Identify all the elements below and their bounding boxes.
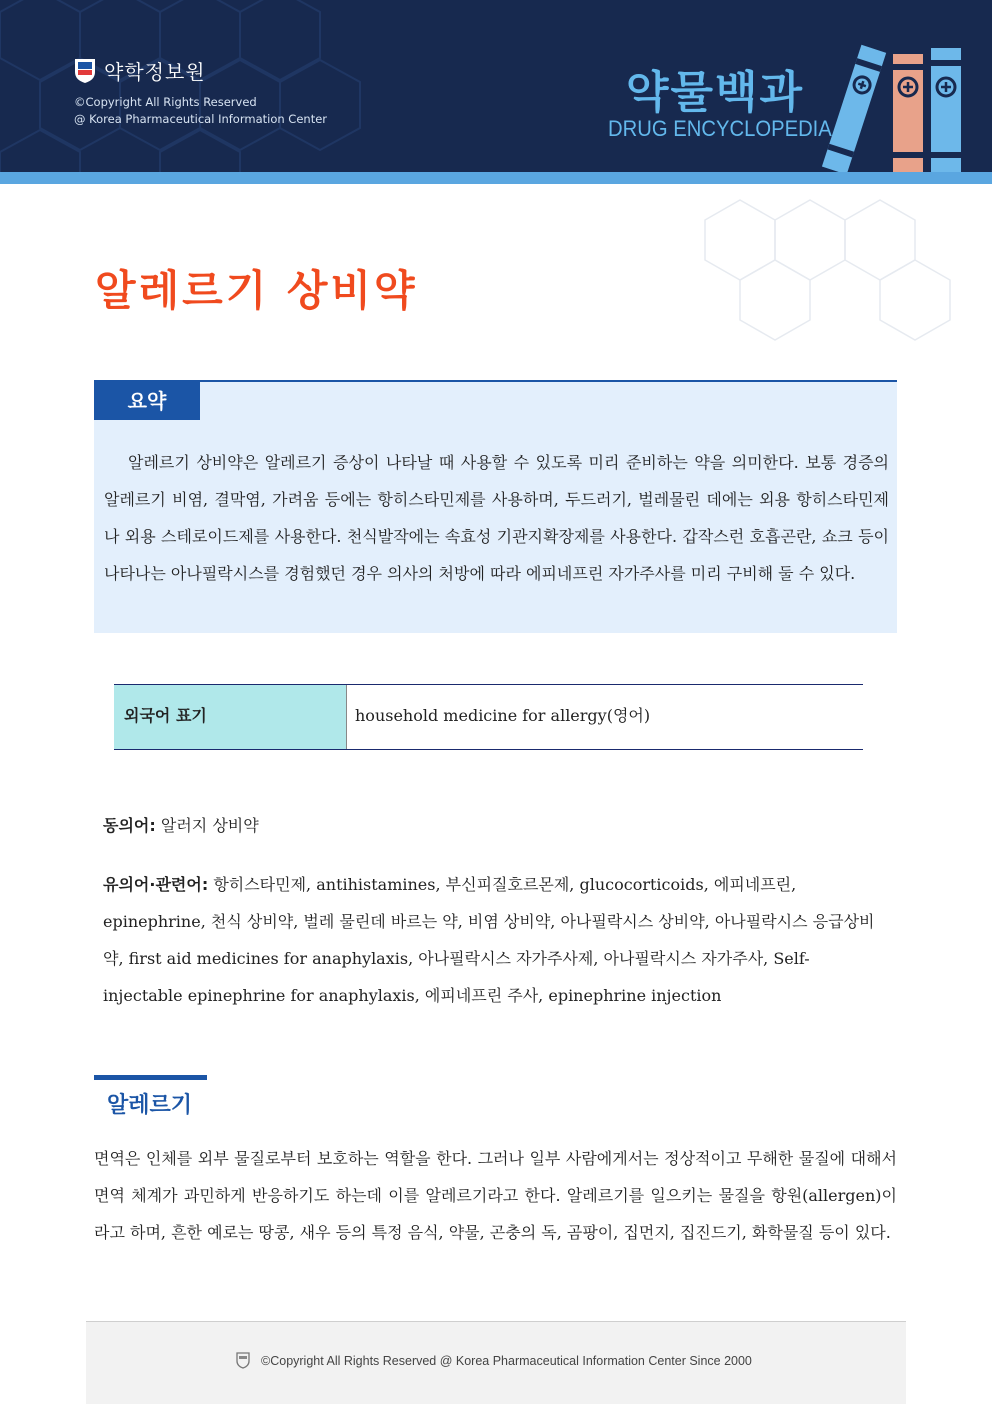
related-terms <box>103 866 888 1014</box>
related-label: 유의어·관련어: <box>103 875 209 894</box>
shield-logo-icon <box>74 58 96 84</box>
summary-label: 요약 <box>94 382 200 420</box>
summary-box <box>94 380 897 633</box>
encyclopedia-title-ko: 약물백과 <box>626 67 805 118</box>
synonym-value: 알러지 상비약 <box>160 816 259 835</box>
synonym-line <box>103 813 259 836</box>
foreign-notation-table <box>114 684 863 750</box>
section-text: 면역은 인체를 외부 물질로부터 보호하는 역할을 한다. 그러나 일부 사람에게서는 정상적이고 무해한 물질에 대해서 면역 체계가 과민하게 반응하기도 하는데 이를 알레르기라고 한다. 알레르기를 일으키는 물질을 항원(allergen)이라고 하며, 흔한 예로는 땅콩, 새우 등의 특정 음식, 약물, 곤충의 독, 곰팡이, 집먼지, 집진드기, 화학물질 등이 있다. <box>94 1149 897 1242</box>
page-title: 알레르기 상비약 <box>95 266 418 315</box>
org-name: 약학정보원 <box>104 60 206 84</box>
footer-logo-icon <box>236 1352 250 1369</box>
hexagon-decoration <box>680 190 990 350</box>
header-strip <box>0 172 992 184</box>
header-copyright-1: ©Copyright All Rights Reserved <box>74 95 257 109</box>
summary-text: 알레르기 상비약은 알레르기 증상이 나타날 때 사용할 수 있도록 미리 준비하는 약을 의미한다. 보통 경증의 알레르기 비염, 결막염, 가려움 등에는 항히스타민제를 사용하며, 두드러기, 벌레물린 데에는 외용 항히스타민제나 외용 스테로이드제를 사용한다. 천식발작에는 속효성 기관지확장제를 사용한다. 갑작스런 호흡곤란, 쇼크 등이 나타나는 아나필락시스를 경험했던 경우 의사의 처방에 따라 에피네프린 자가주사를 미리 구비해 둘 수 있다. <box>104 453 889 583</box>
page-header <box>0 0 992 172</box>
section-divider <box>94 1075 207 1080</box>
foreign-notation-value: household medicine for allergy(영어) <box>355 706 651 725</box>
footer-copyright: ©Copyright All Rights Reserved @ Korea Pharmaceutical Information Center Since 2000 <box>261 1354 752 1368</box>
section-title: 알레르기 <box>107 1093 193 1118</box>
related-value: 항히스타민제, antihistamines, 부신피질호르몬제, glucocorticoids, 에피네프린, epinephrine, 천식 상비약, 벌레 물린데 바르는 약, 비염 상비약, 아나필락시스 상비약, 아나필락시스 응급상비약, first aid medicines for anaphylaxis, 아나필락시스 자가주사제, 아나필락시스 자가주사, Self-injectable epinephrine for anaphylaxis, 에피네프린 주사, epinephrine injection <box>103 875 875 1005</box>
books-icon <box>815 40 975 172</box>
synonym-label: 동의어: <box>103 816 156 835</box>
header-copyright-2: @ Korea Pharmaceutical Information Center <box>74 112 327 126</box>
foreign-notation-label: 외국어 표기 <box>114 685 347 749</box>
encyclopedia-title-en: DRUG ENCYCLOPEDIA <box>608 116 832 141</box>
